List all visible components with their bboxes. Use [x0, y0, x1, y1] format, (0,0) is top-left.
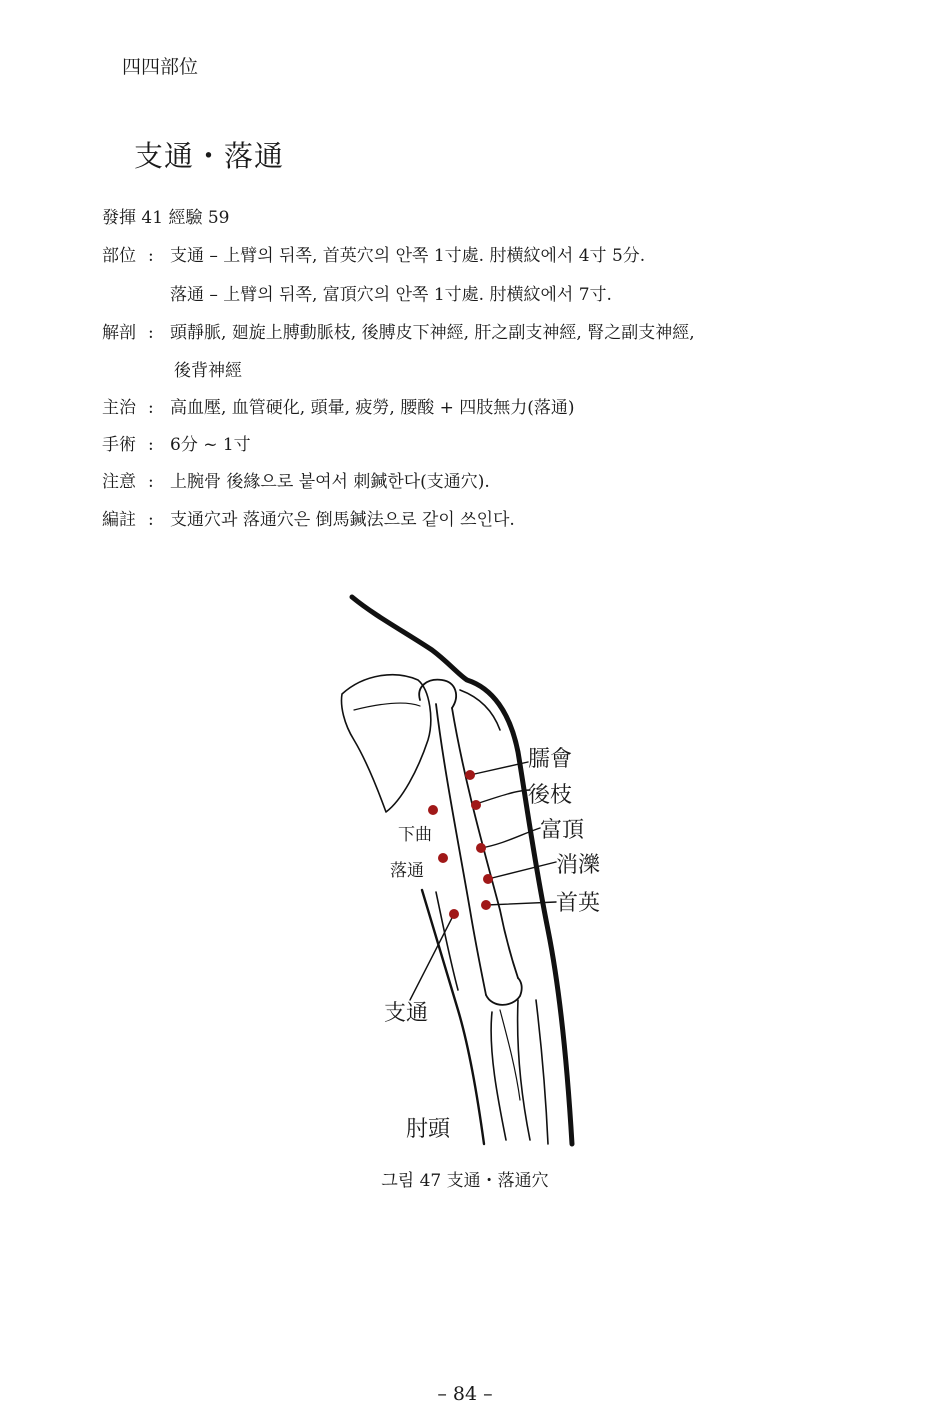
- location-colon: :: [148, 246, 154, 266]
- technique-key: 手術: [102, 435, 136, 455]
- label-p6: 下曲: [398, 825, 432, 845]
- label-p7: 落通: [390, 861, 424, 881]
- humerus-condyle: [486, 978, 522, 1005]
- technique-colon: :: [148, 435, 154, 455]
- label-p8: 支通: [384, 1001, 429, 1026]
- acupoint-p3: [476, 843, 486, 853]
- note-row: [102, 505, 515, 530]
- arm-figure: [0, 580, 930, 1180]
- label-p2: 後枝: [528, 783, 573, 808]
- scapula-spine: [354, 703, 420, 710]
- note-text: 支通穴과 落通穴은 倒馬鍼法으로 같이 쓰인다.: [170, 510, 515, 530]
- location-row: [102, 241, 645, 266]
- note-key: 編註: [102, 510, 136, 530]
- anatomy-row: [102, 318, 695, 343]
- location-key: 部位: [102, 246, 136, 266]
- label-p4: 消濼: [556, 853, 601, 878]
- acupoint-p7: [438, 853, 448, 863]
- caution-colon: :: [148, 472, 154, 492]
- anatomy-line-1: 頭靜脈, 廻旋上膊動脈枝, 後膊皮下神經, 肝之副支神經, 腎之副支神經,: [170, 323, 695, 343]
- acupoint-p5: [481, 900, 491, 910]
- arm-front-outline: [422, 890, 484, 1144]
- humerus-lateral: [452, 708, 518, 978]
- caution-key: 注意: [102, 472, 136, 492]
- leader-p4: [488, 862, 556, 879]
- caution-text: 上腕骨 後緣으로 붙여서 刺鍼한다(支通穴).: [170, 472, 490, 492]
- technique-text: 6分 ~ 1寸: [170, 435, 251, 455]
- source-reference: 發揮 41 經驗 59: [102, 208, 230, 228]
- technique-row: [102, 430, 251, 455]
- anatomy-key: 解剖: [102, 323, 136, 343]
- label-p5: 首英: [556, 891, 601, 916]
- ulna-bone: [491, 1000, 530, 1140]
- anatomy-line-2: 後背神經: [174, 361, 242, 381]
- forearm-back-outline: [536, 1000, 548, 1144]
- note-colon: :: [148, 510, 154, 530]
- label-p3: 富頂: [540, 818, 585, 843]
- indication-key: 主治: [102, 398, 136, 418]
- acupoint-p1: [465, 770, 475, 780]
- acupoint-p4: [483, 874, 493, 884]
- location-line-1: 支通 – 上臂의 뒤쪽, 首英穴의 안쪽 1寸處. 肘横紋에서 4寸 5分.: [170, 246, 646, 266]
- page-title: 支通・落通: [134, 139, 285, 173]
- anatomy-colon: :: [148, 323, 154, 343]
- location-line-2: 落通 – 上臂의 뒤쪽, 富頂穴의 안쪽 1寸處. 肘横紋에서 7寸.: [170, 285, 612, 305]
- back-outline: [352, 597, 572, 1144]
- arm-illustration: [0, 580, 930, 1180]
- acupoint-p8: [449, 909, 459, 919]
- caution-row: [102, 467, 490, 492]
- indication-text: 高血壓, 血管硬化, 頭暈, 疲勞, 腰酸 + 四肢無力(落通): [170, 398, 575, 418]
- indication-colon: :: [148, 398, 154, 418]
- page-number: – 84 –: [437, 1383, 493, 1405]
- acupoint-p6: [428, 805, 438, 815]
- indication-row: [102, 393, 575, 418]
- label-elbow: 肘頭: [406, 1117, 451, 1142]
- scapula-outline: [342, 675, 431, 812]
- acupoint-p2: [471, 800, 481, 810]
- humerus-head: [419, 680, 456, 708]
- figure-caption: 그림 47 支通・落通穴: [381, 1171, 549, 1191]
- section-label: 四四部位: [122, 56, 199, 78]
- label-p1: 臑會: [528, 747, 573, 772]
